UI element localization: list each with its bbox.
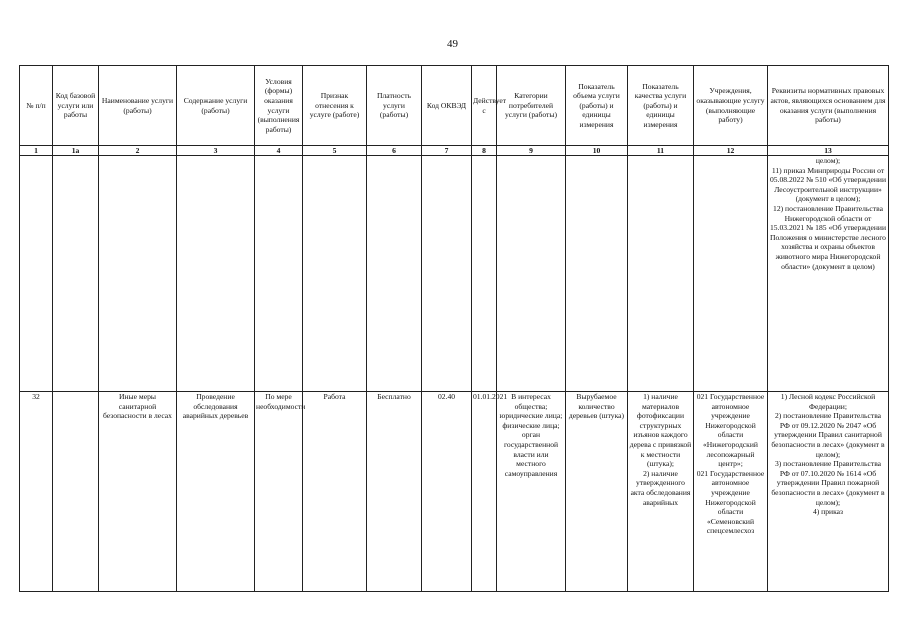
table-cell	[53, 156, 99, 392]
cell-text-line: 2) наличие утвержденного акта обследования аварийных	[630, 468, 691, 507]
institutions-cell	[694, 392, 768, 592]
cell-text-line: целом);	[815, 156, 841, 165]
conditions-cell: По мере необходимости	[255, 392, 303, 592]
column-header: Действует с	[472, 66, 497, 146]
column-header: Платность услуги (работы)	[367, 66, 422, 146]
table-cell	[20, 156, 53, 392]
table-cell	[566, 156, 628, 392]
legal-acts-cell	[768, 156, 889, 392]
header-row	[20, 66, 889, 146]
column-number: 12	[694, 146, 768, 156]
column-header: Реквизиты нормативных правовых актов, являющихся основанием для оказания услуги (выполнения работы)	[768, 66, 889, 146]
cell-text-line: 4) приказ	[812, 507, 844, 517]
table-cell	[422, 156, 472, 392]
table-cell	[303, 156, 367, 392]
table-cell	[628, 156, 694, 392]
volume-cell: Вырубаемое количество деревьев (штука)	[566, 392, 628, 592]
column-header: № п/п	[20, 66, 53, 146]
column-number: 11	[628, 146, 694, 156]
cell-text-line: 021 Государственное автономное учреждение Нижегородской области «Нижегородский лесопожарный центр»;	[696, 392, 765, 469]
column-header: Показатель объема услуги (работы) и единицы измерения	[566, 66, 628, 146]
table-cell	[99, 156, 177, 392]
column-header: Содержание услуги (работы)	[177, 66, 255, 146]
page-number: 49	[447, 38, 458, 50]
column-number: 4	[255, 146, 303, 156]
service-content-cell: Проведение обследования аварийных деревьев	[177, 392, 255, 592]
column-number: 9	[497, 146, 566, 156]
valid-from-cell: 01.01.2021	[472, 392, 497, 592]
column-header: Наименование услуги (работы)	[99, 66, 177, 146]
table-cell	[497, 156, 566, 392]
cell-text-line: 1) Лесной кодекс Российской Федерации;	[780, 392, 876, 411]
table-cell	[694, 156, 768, 392]
table-cell	[367, 156, 422, 392]
base-code-cell	[53, 392, 99, 592]
column-header: Код ОКВЭД	[422, 66, 472, 146]
cell-text-line: 2) постановление Правительства РФ от 09.12.2020 № 2047 «Об утверждении Правил санитарной безопасности в лесах» (документ в целом);	[771, 411, 885, 459]
column-number: 5	[303, 146, 367, 156]
column-number: 2	[99, 146, 177, 156]
column-number: 1а	[53, 146, 99, 156]
column-header: Код базовой услуги или работы	[53, 66, 99, 146]
table-cell	[472, 156, 497, 392]
column-number: 7	[422, 146, 472, 156]
column-header: Категории потребителей услуги (работы)	[497, 66, 566, 146]
column-number: 8	[472, 146, 497, 156]
service-name-cell: Иные меры санитарной безопасности в лесах	[99, 392, 177, 592]
cell-text-line: 021 Государственное автономное учреждение Нижегородской области «Семеновский спецсемлесхоз	[696, 468, 765, 536]
okved-cell: 02.40	[422, 392, 472, 592]
cell-text-line: 1) наличие материалов фотофиксации структурных изъянов каждого дерева с привязкой к местности (штука);	[629, 392, 692, 469]
services-registry-table	[19, 65, 889, 592]
attribute-cell: Работа	[303, 392, 367, 592]
cell-text-line: 11) приказ Минприроды России от 05.08.2022 № 510 «Об утверждении Лесоустроительной инструкции» (документ в целом);	[769, 165, 887, 204]
column-number: 3	[177, 146, 255, 156]
column-header: Учреждения, оказывающие услугу (выполняющие работу)	[694, 66, 768, 146]
column-number: 1	[20, 146, 53, 156]
payment-cell: Бесплатно	[367, 392, 422, 592]
column-number-row	[20, 146, 889, 156]
column-header: Условия (формы) оказания услуги (выполнения работы)	[255, 66, 303, 146]
table-row	[20, 392, 889, 592]
column-header: Показатель качества услуги (работы) и единицы измерения	[628, 66, 694, 146]
column-number: 13	[768, 146, 889, 156]
cell-text-line: 3) постановление Правительства РФ от 07.10.2020 № 1614 «Об утверждении Правил пожарной безопасности в лесах» (документ в целом);	[771, 459, 885, 507]
table-row	[20, 156, 889, 392]
column-number: 10	[566, 146, 628, 156]
column-header: Признак отнесения к услуге (работе)	[303, 66, 367, 146]
column-number: 6	[367, 146, 422, 156]
legal-acts-cell	[768, 392, 889, 592]
row-number-cell: 32	[20, 392, 53, 592]
cell-text-line: 12) постановление Правительства Нижегородской области от 15.03.2021 № 185 «Об утверждении Положения о министерстве лесного хозяйства и охраны объектов животного мира Нижегородской области» (документ в целом)	[769, 203, 887, 271]
quality-cell	[628, 392, 694, 592]
table-cell	[177, 156, 255, 392]
table-cell	[255, 156, 303, 392]
consumers-cell: В интересах общества; юридические лица; физические лица; орган государственной власти или местного самоуправления	[497, 392, 566, 592]
